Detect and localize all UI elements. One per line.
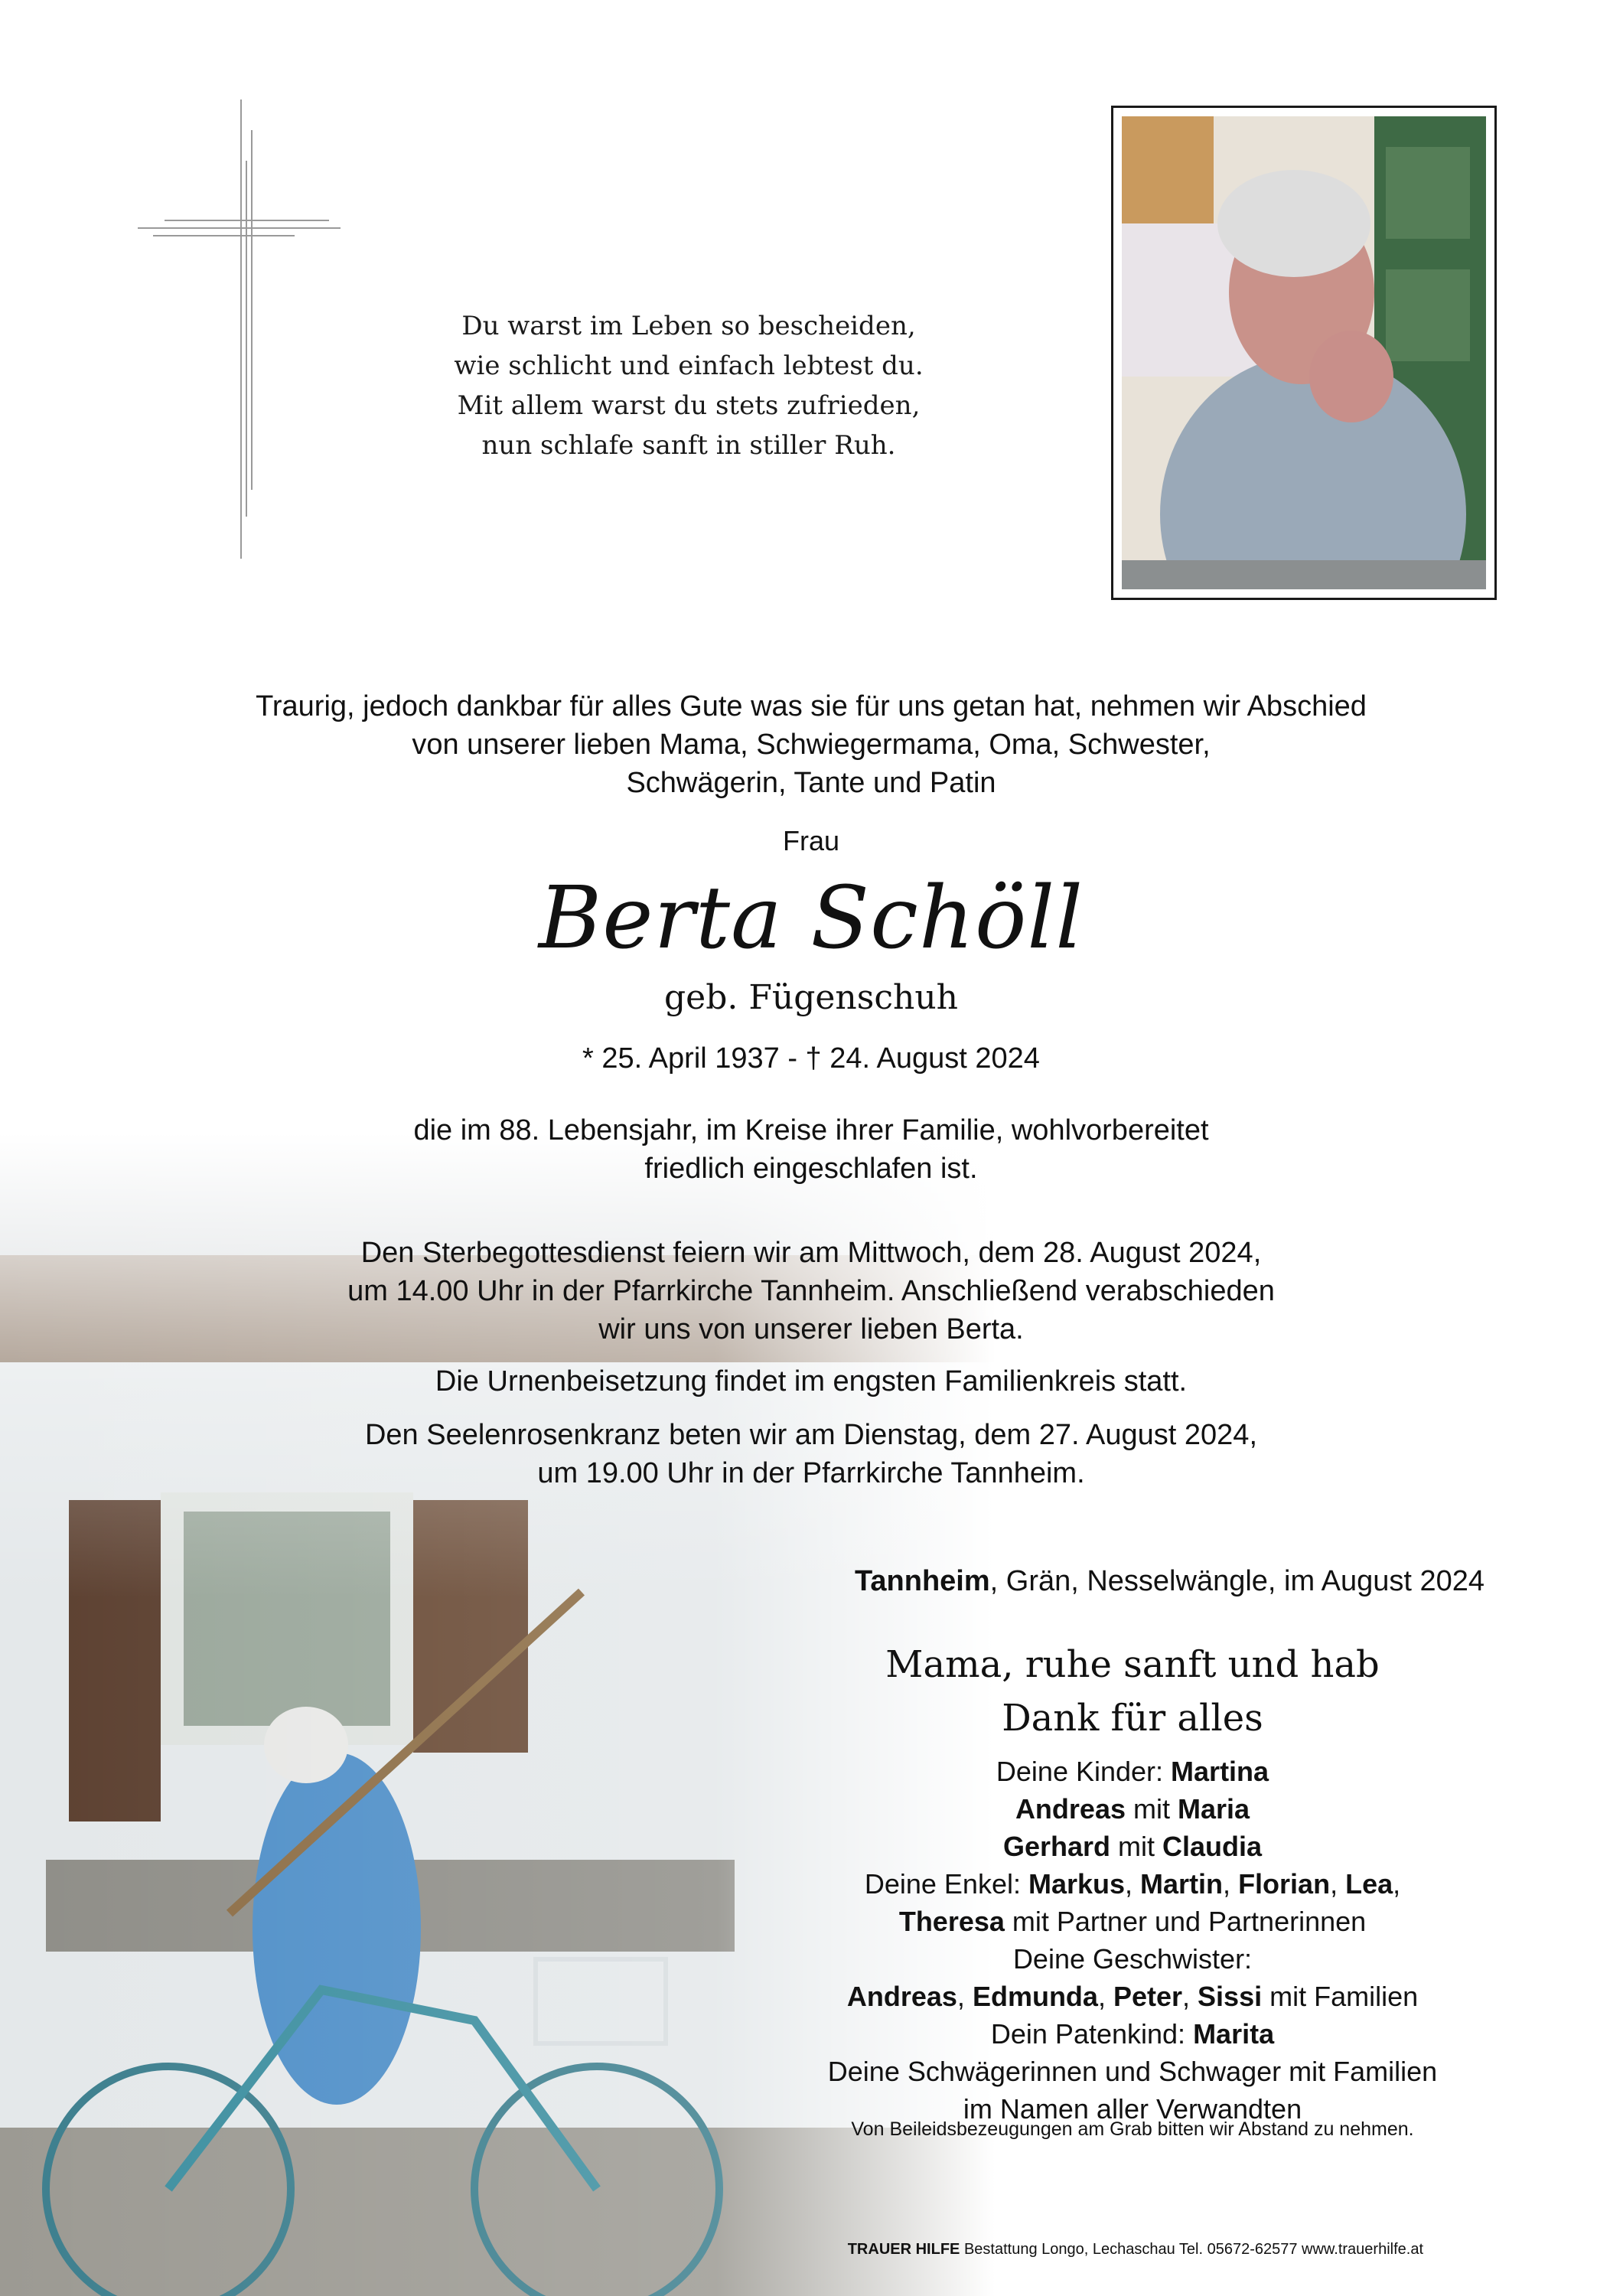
family-member: Claudia [1162, 1831, 1263, 1862]
footer-brand: TRAUER HILFE [847, 2241, 960, 2258]
family-line-grandchildren [781, 1865, 1484, 1903]
family-connector: mit Familien [1262, 1981, 1419, 2012]
farewell-line: Mama, ruhe sanft und hab [885, 1643, 1380, 1686]
family-line: Deine Schwägerinnen und Schwager mit Familien [827, 2056, 1438, 2087]
funeral-mass-text [138, 1234, 1484, 1349]
condolence-note: Von Beileidsbezeugungen am Grab bitten wir Abstand zu nehmen. [851, 2118, 1414, 2140]
family-member: Theresa [898, 1906, 1005, 1937]
family-line-siblings-label: Deine Geschwister: [1012, 1943, 1253, 1975]
family-line: im Namen aller Verwandten [963, 2093, 1302, 2125]
rosary-text [138, 1416, 1484, 1492]
family-separator: , [1393, 1868, 1401, 1900]
family-member: Gerhard [1002, 1831, 1110, 1862]
deceased-name: Berta Schöll [538, 869, 1084, 968]
family-line-godchild [781, 2015, 1484, 2053]
family-separator: , [957, 1981, 973, 2012]
portrait-photo [1122, 116, 1486, 589]
family-label: Deine Enkel: [864, 1868, 1028, 1900]
family-connector: mit [1126, 1793, 1178, 1825]
family-member: Martina [1171, 1756, 1269, 1787]
verse-line: wie schlicht und einfach lebtest du. [454, 351, 924, 381]
family-member: Marita [1193, 2018, 1275, 2050]
age-line: friedlich eingeschlafen ist. [644, 1153, 978, 1185]
family-member: Lea [1345, 1868, 1393, 1900]
memorial-verse [367, 306, 1010, 465]
family-list [781, 1753, 1484, 2128]
family-member: Andreas [846, 1981, 957, 2012]
intro-line: Traurig, jedoch dankbar für alles Gute was sie für uns getan hat, nehmen wir Abschied [256, 690, 1367, 722]
family-separator: , [1330, 1868, 1346, 1900]
place-date-line [781, 1565, 1484, 1598]
place-rest: , Grän, Nesselwängle, im August 2024 [989, 1565, 1484, 1597]
age-line: die im 88. Lebensjahr, im Kreise ihrer Familie, wohlvorbereitet [413, 1114, 1209, 1146]
family-line-siblings [781, 1978, 1484, 2015]
family-separator: , [1125, 1868, 1141, 1900]
mass-line: um 14.00 Uhr in der Pfarrkirche Tannheim. Anschließend verabschieden [347, 1275, 1275, 1307]
salutation: Frau [782, 825, 840, 856]
age-text [138, 1111, 1484, 1188]
family-separator: , [1182, 1981, 1198, 2012]
family-member: Maria [1178, 1793, 1250, 1825]
rosary-line: Den Seelenrosenkranz beten wir am Dienstag, dem 27. August 2024, [364, 1419, 1258, 1451]
farewell-text [781, 1638, 1484, 1745]
intro-line: Schwägerin, Tante und Patin [626, 767, 996, 799]
family-line [781, 1828, 1484, 1865]
cross-icon [138, 99, 352, 559]
footer-rest: Bestattung Longo, Lechaschau Tel. 05672-62577 www.trauerhilfe.at [960, 2241, 1423, 2258]
life-dates: * 25. April 1937 - † 24. August 2024 [582, 1042, 1040, 1075]
intro-text [138, 687, 1484, 802]
family-line [781, 1903, 1484, 1940]
urn-burial-text: Die Urnenbeisetzung findet im engsten Familienkreis statt. [435, 1365, 1188, 1397]
family-member: Sissi [1198, 1981, 1263, 2012]
family-member: Markus [1028, 1868, 1126, 1900]
family-line [781, 1790, 1484, 1828]
place-bold: Tannheim [855, 1565, 990, 1597]
intro-line: von unserer lieben Mama, Schwiegermama, Oma, Schwester, [412, 729, 1211, 761]
portrait-frame [1111, 106, 1497, 600]
mass-line: wir uns von unserer lieben Berta. [598, 1313, 1024, 1345]
rosary-line: um 19.00 Uhr in der Pfarrkirche Tannheim. [537, 1457, 1085, 1489]
verse-line: Mit allem warst du stets zufrieden, [457, 390, 921, 421]
family-connector: mit Partner und Partnerinnen [1004, 1906, 1367, 1937]
family-member: Martin [1140, 1868, 1224, 1900]
footer-credit [781, 2241, 1484, 2258]
family-label: Deine Kinder: [996, 1756, 1172, 1787]
family-line-children [781, 1753, 1484, 1790]
verse-line: Du warst im Leben so bescheiden, [461, 311, 916, 341]
verse-line: nun schlafe sanft in stiller Ruh. [481, 430, 896, 461]
birth-name: geb. Fügenschuh [664, 978, 958, 1017]
family-connector: mit [1110, 1831, 1162, 1862]
family-separator: , [1097, 1981, 1113, 2012]
family-member: Edmunda [972, 1981, 1098, 2012]
family-member: Florian [1238, 1868, 1331, 1900]
farewell-line: Dank für alles [1002, 1697, 1263, 1740]
family-member: Andreas [1015, 1793, 1126, 1825]
family-member: Peter [1113, 1981, 1183, 2012]
family-label: Dein Patenkind: [990, 2018, 1194, 2050]
family-separator: , [1223, 1868, 1239, 1900]
mass-line: Den Sterbegottesdienst feiern wir am Mittwoch, dem 28. August 2024, [360, 1237, 1262, 1269]
